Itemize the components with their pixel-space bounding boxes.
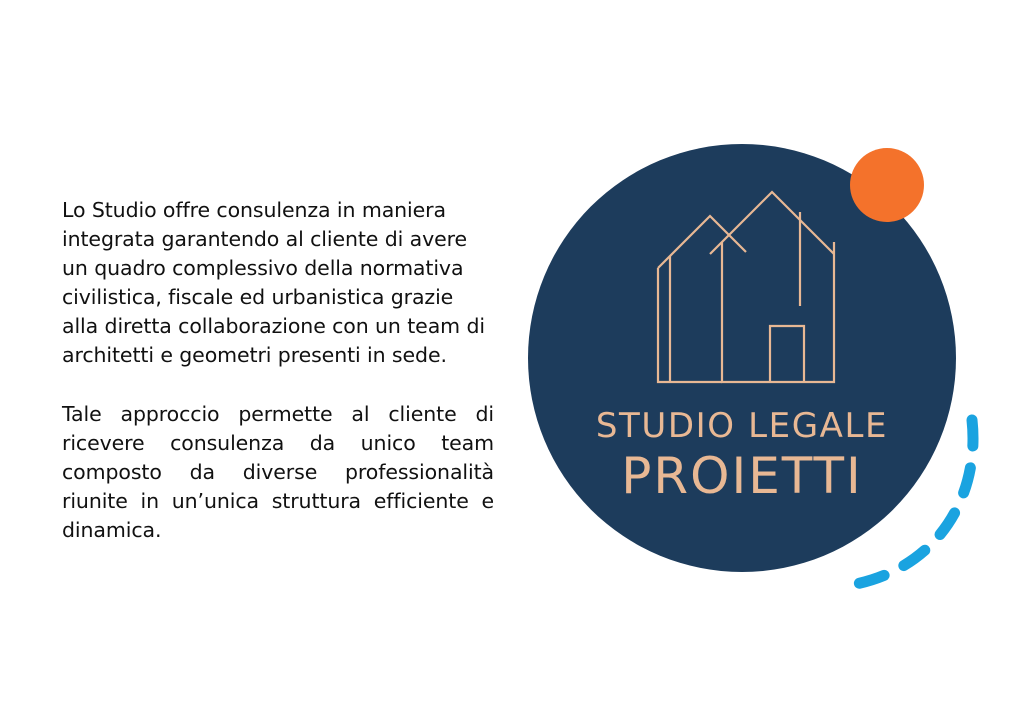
wordmark-line-1: STUDIO LEGALE: [595, 406, 889, 446]
logo-wordmark: [564, 406, 920, 504]
paragraph-2: Tale approccio permette al cliente di ricevere consulenza da unico team composto da diverse professionalità riunite in un’unica struttura efficiente e dinamica.: [62, 402, 494, 542]
accent-dot-icon: [850, 148, 924, 222]
logo-group: [528, 138, 980, 598]
wordmark-line-2: PROIETTI: [621, 447, 863, 505]
paragraph-1: Lo Studio offre consulenza in maniera integrata garantendo al cliente di avere un quadro complessivo della normativa civilistica, fiscale ed urbanistica grazie alla diretta collaborazione con un team di architetti e geometri presenti in sede.: [62, 198, 485, 367]
body-text-column: [62, 196, 494, 545]
house-outline-icon: [650, 176, 840, 406]
